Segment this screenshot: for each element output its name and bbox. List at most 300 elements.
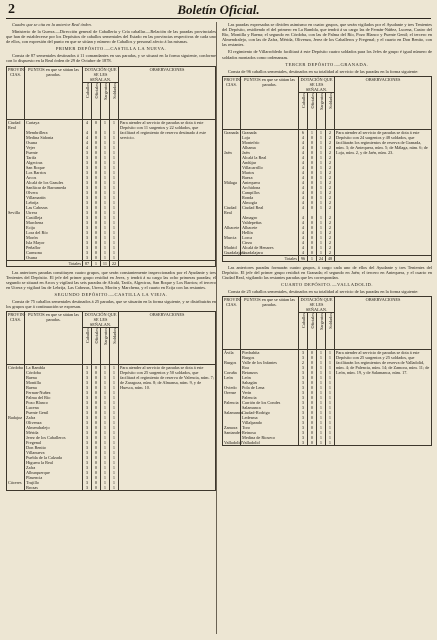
cell-punto: Baena — [25, 375, 83, 380]
cell-punto: Alcalá de Henares — [241, 245, 299, 250]
cell-caballos: 3 — [83, 475, 92, 480]
cell-sargentos: 1 — [317, 435, 326, 440]
cell-caballos: 3 — [83, 435, 92, 440]
total-caballos: 87 — [83, 260, 92, 266]
cell-soldados: 1 — [110, 430, 119, 435]
cell-soldados: 1 — [110, 175, 119, 180]
cell-punto: Albacete — [241, 225, 299, 230]
cell-punto: La Rambla — [25, 365, 83, 371]
cell-sargentos: 1 — [317, 155, 326, 160]
cell-sargentos: 1 — [101, 485, 110, 491]
cell-punto: Pozo Blanco — [25, 400, 83, 405]
cell-oficiales: 0 — [308, 370, 317, 375]
cell-soldados: 1 — [326, 395, 335, 400]
cell-oficiales: 0 — [308, 390, 317, 395]
cell-caballos: 3 — [83, 175, 92, 180]
cell-sargentos: 1 — [101, 445, 110, 450]
cell-provincia: Coruña — [223, 370, 241, 375]
th-dotacion: DOTACIÓN QUE SE LES SEÑALAN. — [300, 76, 333, 92]
table-body — [7, 119, 216, 266]
cell-soldados: 1 — [110, 220, 119, 225]
cell-provincia: Guadalajara — [224, 249, 245, 255]
cell-sargentos: 1 — [317, 400, 326, 405]
cell-soldados: 1 — [110, 440, 119, 445]
cell-oficiales: 0 — [92, 185, 101, 190]
cell-punto: Olvera — [25, 190, 83, 195]
cell-sargentos: 1 — [317, 175, 326, 180]
cell-provincia: Ciudad Real — [7, 119, 25, 130]
cell-soldados: 1 — [110, 119, 119, 130]
cell-punto: Ciudad-Rodrigo — [241, 410, 299, 415]
cell-oficiales: 0 — [308, 425, 317, 430]
th-dotacion: DOTACIÓN QUE SE LES SEÑALAN. — [300, 297, 333, 313]
cell-punto: Mérida — [25, 430, 83, 435]
cell-soldados: 1 — [110, 160, 119, 165]
cell-caballos: 3 — [83, 155, 92, 160]
cell-caballos: 3 — [83, 250, 92, 255]
cell-soldados: 1 — [326, 400, 335, 405]
cell-provincia: Jaén — [223, 150, 241, 155]
cell-provincia: Valladolid — [224, 440, 242, 446]
cell-oficiales: 0 — [92, 475, 101, 480]
cell-sargentos: 1 — [101, 140, 110, 145]
th-oficiales: Oficiales — [92, 328, 101, 365]
th-prov: PROVIN- CIAS. — [7, 66, 25, 119]
cell-soldados: 2 — [326, 225, 335, 230]
cell-caballos: 4 — [299, 145, 308, 150]
cell-soldados: 1 — [326, 360, 335, 365]
cell-oficiales: 0 — [308, 160, 317, 165]
cell-sargentos: 1 — [101, 135, 110, 140]
cell-caballos: 4 — [299, 135, 308, 140]
cell-oficiales: 0 — [92, 135, 101, 140]
cell-caballos: 3 — [299, 350, 308, 356]
cell-caballos: 3 — [83, 170, 92, 175]
th-puntos: PUNTOS en que se sitúan las paradas. — [25, 312, 83, 365]
cell-sargentos: 1 — [101, 220, 110, 225]
cell-soldados: 1 — [326, 425, 335, 430]
cell-oficiales: 0 — [92, 395, 101, 400]
cell-soldados: 2 — [326, 220, 335, 225]
cell-oficiales: 0 — [308, 405, 317, 410]
cell-oficiales: 0 — [308, 375, 317, 380]
cell-oficiales: 0 — [308, 240, 317, 245]
cell-sargentos: 1 — [101, 390, 110, 395]
cell-punto: Zafra — [25, 465, 83, 470]
cell-punto: Loja — [241, 135, 299, 140]
cell-sargentos: 1 — [101, 210, 110, 215]
cell-sargentos: 1 — [101, 440, 110, 445]
cell-oficiales: 0 — [92, 165, 101, 170]
cell-sargentos: 1 — [317, 190, 326, 195]
total-oficiales: 1 — [92, 260, 101, 266]
cell-oficiales: 0 — [92, 485, 101, 491]
cell-punto: Lorca — [241, 235, 299, 240]
region-title-1: PRIMER DEPÓSITO.—CASTILLA LA NUEVA. — [55, 46, 167, 52]
cell-sargentos: 1 — [317, 405, 326, 410]
cell-caballos: 6 — [299, 129, 308, 135]
cell-sargentos: 1 — [101, 420, 110, 425]
cell-soldados: 1 — [110, 185, 119, 190]
cell-caballos: 4 — [83, 145, 92, 150]
cell-caballos: 3 — [83, 455, 92, 460]
cell-soldados: 1 — [326, 375, 335, 380]
th-caballos: Caballos — [299, 313, 308, 350]
cell-oficiales: 0 — [308, 190, 317, 195]
th-prov: PROVIN- CIAS. — [223, 297, 241, 350]
cell-oficiales: 0 — [92, 450, 101, 455]
cell-caballos: 4 — [299, 220, 308, 225]
cell-oficiales: 0 — [92, 375, 101, 380]
cell-soldados: 1 — [110, 400, 119, 405]
cell-oficiales: 0 — [92, 420, 101, 425]
th-caballos: Caballos — [299, 92, 308, 129]
cell-caballos: 3 — [83, 370, 92, 375]
cell-caballos: 3 — [83, 405, 92, 410]
cell-caballos: 4 — [299, 180, 308, 185]
cell-sargentos: 1 — [317, 365, 326, 370]
table-body — [223, 350, 432, 446]
cell-sargentos: 1 — [101, 450, 110, 455]
cell-soldados: 1 — [326, 430, 335, 435]
cell-caballos: 4 — [299, 170, 308, 175]
cell-soldados: 1 — [110, 205, 119, 210]
th-soldados: Soldados — [110, 82, 119, 119]
cell-observaciones: Para atender al servicio de paradas se dota á este Depósito con 24 sargentos y 48 soldados, que facilitarán los regimientos de reserva de Granada, núm. 3; de Antequera, núm. 5; de Málaga, núm. 6; de Loja, núm. 2, y de Jaén, núm. 23. — [335, 129, 432, 255]
cell-soldados: 1 — [110, 130, 119, 135]
cell-oficiales: 0 — [92, 400, 101, 405]
cell-punto: Olivenza — [25, 420, 83, 425]
cell-caballos: 3 — [83, 375, 92, 380]
total-soldados: 48 — [326, 255, 335, 261]
cell-caballos: 4 — [299, 250, 308, 256]
cell-punto: Sahagún — [241, 380, 299, 385]
cell-soldados: 2 — [326, 200, 335, 205]
cell-caballos: 3 — [299, 440, 308, 446]
cell-oficiales: 0 — [92, 145, 101, 150]
cell-soldados: 1 — [110, 415, 119, 420]
cell-sargentos: 1 — [101, 130, 110, 135]
cell-sargentos: 1 — [101, 145, 110, 150]
cell-soldados: 2 — [326, 190, 335, 195]
cell-provincia: Cáceres — [7, 480, 25, 485]
cell-punto: Medina Sidonia — [25, 135, 83, 140]
cell-sargentos: 1 — [317, 170, 326, 175]
cell-soldados: 2 — [326, 195, 335, 200]
th-caballos: Caballos — [83, 82, 92, 119]
th-dotacion: DOTACIÓN QUE SE LES SEÑALAN. — [84, 66, 117, 82]
cell-sargentos: 1 — [101, 195, 110, 200]
cell-sargentos: 1 — [317, 360, 326, 365]
cell-oficiales: 0 — [308, 225, 317, 230]
cell-punto: Cieza — [241, 240, 299, 245]
cell-oficiales: 0 — [92, 175, 101, 180]
cell-punto: Pola de Lena — [241, 385, 299, 390]
cell-punto: León — [241, 375, 299, 380]
cell-sargentos: 1 — [317, 195, 326, 200]
cell-oficiales: 0 — [92, 160, 101, 165]
cell-soldados: 2 — [326, 205, 335, 215]
cell-soldados: 1 — [110, 445, 119, 450]
cell-soldados: 1 — [326, 350, 335, 356]
cell-caballos: 4 — [299, 150, 308, 155]
total-soldados: 22 — [110, 260, 119, 266]
cell-caballos: 4 — [299, 165, 308, 170]
cell-punto: Reinosa — [241, 430, 299, 435]
cell-soldados: 1 — [110, 240, 119, 245]
cell-caballos: 3 — [83, 365, 92, 371]
cell-caballos: 3 — [299, 400, 308, 405]
cell-sargentos: 1 — [101, 235, 110, 240]
cell-soldados: 1 — [110, 145, 119, 150]
cell-provincia: Santander — [224, 430, 242, 436]
cell-provincia: León — [223, 375, 241, 380]
cell-caballos: 3 — [83, 480, 92, 485]
cell-punto: Córdoba — [25, 370, 83, 375]
cell-soldados: 2 — [326, 140, 335, 145]
cell-punto: Andújar — [241, 160, 299, 165]
region-paragraph-2: Consta de 75 caballos sementales destinados á 25 paradas, que se situarán en la forma siguiente, y se distribuirán en los grupos que á continuación se expresan. — [6, 298, 216, 310]
th-puntos: PUNTOS en que se sitúan las paradas. — [25, 66, 83, 119]
cell-soldados: 1 — [110, 170, 119, 175]
page-header — [6, 2, 431, 19]
cell-soldados: 1 — [110, 385, 119, 390]
cell-sargentos: 1 — [317, 160, 326, 165]
cell-soldados: 1 — [110, 155, 119, 160]
cell-sargentos: 1 — [317, 410, 326, 415]
cell-caballos: 3 — [299, 385, 308, 390]
cell-sargentos: 1 — [101, 430, 110, 435]
cell-soldados: 1 — [326, 415, 335, 420]
cell-sargentos: 1 — [317, 240, 326, 245]
cell-caballos: 3 — [299, 395, 308, 400]
cell-caballos: 4 — [299, 185, 308, 190]
cell-oficiales: 0 — [92, 460, 101, 465]
cell-soldados: 1 — [326, 390, 335, 395]
cell-sargentos: 1 — [317, 145, 326, 150]
cell-soldados: 1 — [110, 165, 119, 170]
cell-provincia: Albacete — [224, 224, 240, 230]
cell-oficiales: 0 — [308, 385, 317, 390]
cell-provincia: Madrid — [223, 245, 241, 250]
table-body — [7, 365, 216, 491]
cell-punto: Don Benito — [25, 445, 83, 450]
cell-sargentos: 1 — [101, 200, 110, 205]
cell-soldados: 1 — [110, 140, 119, 145]
cell-sargentos: 1 — [101, 119, 110, 130]
cell-provincia: Badajoz — [7, 415, 25, 420]
cell-punto: Montefrío — [241, 140, 299, 145]
cell-punto: Utrera — [25, 210, 83, 215]
cell-provincia: Granada — [224, 129, 239, 135]
cell-punto: Palencia — [241, 395, 299, 400]
cell-punto: Betanzos — [241, 370, 299, 375]
region-paragraph-1: Consta de 87 sementales destinados á 11 comandantes en sus paradas, y se situará en la forma siguiente, conforme con lo dispuesto en la Real órden de 29 de Octubre de 1878. — [6, 53, 216, 64]
totals-empty — [119, 260, 216, 266]
cell-caballos: 3 — [299, 390, 308, 395]
cell-caballos: 3 — [299, 425, 308, 430]
cell-oficiales: 0 — [308, 395, 317, 400]
cell-sargentos: 1 — [317, 235, 326, 240]
cell-oficiales: 0 — [92, 255, 101, 261]
cell-caballos: 3 — [83, 385, 92, 390]
cell-sargentos: 1 — [317, 129, 326, 135]
cell-caballos: 3 — [83, 180, 92, 185]
cell-provincia: Zamora — [223, 425, 241, 430]
cell-caballos: 3 — [83, 390, 92, 395]
cell-soldados: 2 — [326, 230, 335, 235]
cell-caballos: 3 — [83, 440, 92, 445]
cell-punto: Baeza — [241, 175, 299, 180]
cell-caballos: 3 — [83, 190, 92, 195]
cell-punto: Almogía — [241, 200, 299, 205]
cell-oficiales: 0 — [92, 370, 101, 375]
cell-caballos: 3 — [83, 210, 92, 215]
cell-soldados: 2 — [326, 170, 335, 175]
cell-caballos: 3 — [299, 430, 308, 435]
cell-oficiales: 0 — [92, 130, 101, 135]
cell-sargentos: 1 — [317, 140, 326, 145]
cell-soldados: 1 — [110, 420, 119, 425]
cell-oficiales: 0 — [92, 215, 101, 220]
cell-sargentos: 1 — [101, 225, 110, 230]
cell-sargentos: 1 — [101, 405, 110, 410]
cell-punto: Almendralejo — [25, 425, 83, 430]
cell-oficiales: 0 — [92, 415, 101, 420]
cell-provincia: Orense — [223, 390, 241, 395]
cell-sargentos: 1 — [317, 250, 326, 256]
cell-sargentos: 1 — [317, 135, 326, 140]
th-oficiales: Oficiales — [308, 92, 317, 129]
cell-caballos: 3 — [83, 215, 92, 220]
cell-oficiales: 0 — [92, 455, 101, 460]
cell-sargentos: 1 — [101, 465, 110, 470]
cell-caballos: 3 — [299, 355, 308, 360]
totals-row — [7, 260, 216, 266]
cell-caballos: 3 — [83, 230, 92, 235]
region-title-4: CUARTO DEPÓSITO.—VALLADOLID. — [281, 282, 373, 288]
cell-oficiales: 0 — [92, 240, 101, 245]
cell-punto: Marchena — [25, 220, 83, 225]
cell-caballos: 4 — [299, 230, 308, 235]
cell-soldados: 1 — [110, 425, 119, 430]
cell-oficiales: 0 — [308, 430, 317, 435]
cell-caballos: 4 — [299, 245, 308, 250]
cell-soldados: 1 — [326, 405, 335, 410]
totals-row — [223, 255, 432, 261]
cell-punto: Lora del Río — [25, 230, 83, 235]
cell-sargentos: 1 — [101, 190, 110, 195]
cell-oficiales: 0 — [308, 435, 317, 440]
cell-soldados: 1 — [326, 385, 335, 390]
cell-oficiales: 0 — [92, 385, 101, 390]
cell-caballos: 3 — [83, 460, 92, 465]
cell-sargentos: 1 — [101, 165, 110, 170]
cell-soldados: 1 — [326, 365, 335, 370]
cell-oficiales: 0 — [308, 245, 317, 250]
cell-soldados: 2 — [326, 150, 335, 155]
cell-sargentos: 1 — [101, 475, 110, 480]
cell-sargentos: 1 — [101, 175, 110, 180]
cell-oficiales: 0 — [92, 245, 101, 250]
cell-sargentos: 1 — [101, 435, 110, 440]
cell-sargentos: 1 — [317, 245, 326, 250]
cell-caballos: 3 — [83, 200, 92, 205]
totals-label: Totales — [223, 255, 299, 261]
left-column — [6, 22, 216, 636]
cell-punto: Brozas — [25, 485, 83, 491]
cell-sargentos: 1 — [101, 480, 110, 485]
cell-sargentos: 1 — [317, 165, 326, 170]
cell-punto: Lucena — [25, 405, 83, 410]
cell-punto: Carrión de los Condes — [241, 400, 299, 405]
cell-punto: Guadalajara — [241, 250, 299, 256]
cell-oficiales: 0 — [92, 470, 101, 475]
cell-punto: Valladolid — [241, 440, 299, 446]
cell-oficiales: 0 — [308, 350, 317, 356]
cell-soldados: 2 — [326, 155, 335, 160]
cell-caballos: 3 — [83, 185, 92, 190]
region-title-3: TERCER DEPÓSITO.—GRANADA. — [285, 61, 369, 67]
cell-caballos: 4 — [299, 195, 308, 200]
cell-punto: Arcos — [25, 175, 83, 180]
cell-caballos: 3 — [83, 465, 92, 470]
cell-soldados: 1 — [110, 405, 119, 410]
cell-oficiales: 0 — [308, 355, 317, 360]
cell-sargentos: 1 — [101, 150, 110, 155]
cell-oficiales: 0 — [308, 155, 317, 160]
cell-caballos: 4 — [299, 160, 308, 165]
cell-punto: Montilla — [25, 380, 83, 385]
cell-punto: Osuna — [25, 255, 83, 261]
cell-sargentos: 1 — [317, 375, 326, 380]
cell-soldados: 1 — [110, 455, 119, 460]
cell-punto: Salamanca — [241, 405, 299, 410]
cell-punto: Martos — [241, 170, 299, 175]
cell-soldados: 1 — [110, 390, 119, 395]
cell-oficiales: 0 — [308, 180, 317, 185]
total-sargentos: 11 — [101, 260, 110, 266]
parada-table-1 — [6, 66, 216, 267]
cell-caballos: 3 — [83, 425, 92, 430]
cell-soldados: 1 — [110, 235, 119, 240]
cell-oficiales: 0 — [308, 215, 317, 220]
cell-oficiales: 0 — [308, 380, 317, 385]
paragraph-2: Las anteriores paradas constituyen cuatro grupos, que serán constantemente inspeccionados por el Ayudante y tres Tenientes del Depósito. El jefe del primer grupo residirá en Jerez, y tendrá á su cargo las ocho primeras paradas; el segundo se situará en Arcos y vigilará las seis paradas de Alcalá, Tarifa, Algeciras, San Roque y Los Barrios; el tercero en Utrera y vigilará las de Lebrija, Las Cabezas, Utrera, Morón y Marchena, y el cuarto en Ecija con las restantes. — [6, 269, 216, 290]
cell-punto: Lebrija — [25, 200, 83, 205]
cell-caballos: 3 — [83, 415, 92, 420]
cell-oficiales: 0 — [308, 170, 317, 175]
cell-oficiales: 0 — [92, 205, 101, 210]
th-soldados: Soldados — [326, 92, 335, 129]
cell-caballos: 3 — [83, 420, 92, 425]
cell-punto: Puente Genil — [25, 410, 83, 415]
cell-punto: Fregenal — [25, 440, 83, 445]
cell-sargentos: 1 — [101, 385, 110, 390]
cell-punto: Campillos — [241, 190, 299, 195]
cell-caballos: 4 — [299, 175, 308, 180]
cell-sargentos: 1 — [101, 155, 110, 160]
cell-punto: Baena — [25, 385, 83, 390]
totals-label: Totales — [7, 260, 83, 266]
cell-sargentos: 1 — [101, 455, 110, 460]
cell-soldados: 1 — [326, 355, 335, 360]
cell-punto: Jaén — [241, 150, 299, 155]
cell-punto: Vejer — [25, 145, 83, 150]
th-prov: PROVIN- CIAS. — [7, 312, 25, 365]
table-row — [7, 119, 216, 130]
region-paragraph-3: Consta de 96 caballos sementales, destinados en su totalidad al servicio de las paradas en la forma siguiente: — [228, 68, 419, 74]
